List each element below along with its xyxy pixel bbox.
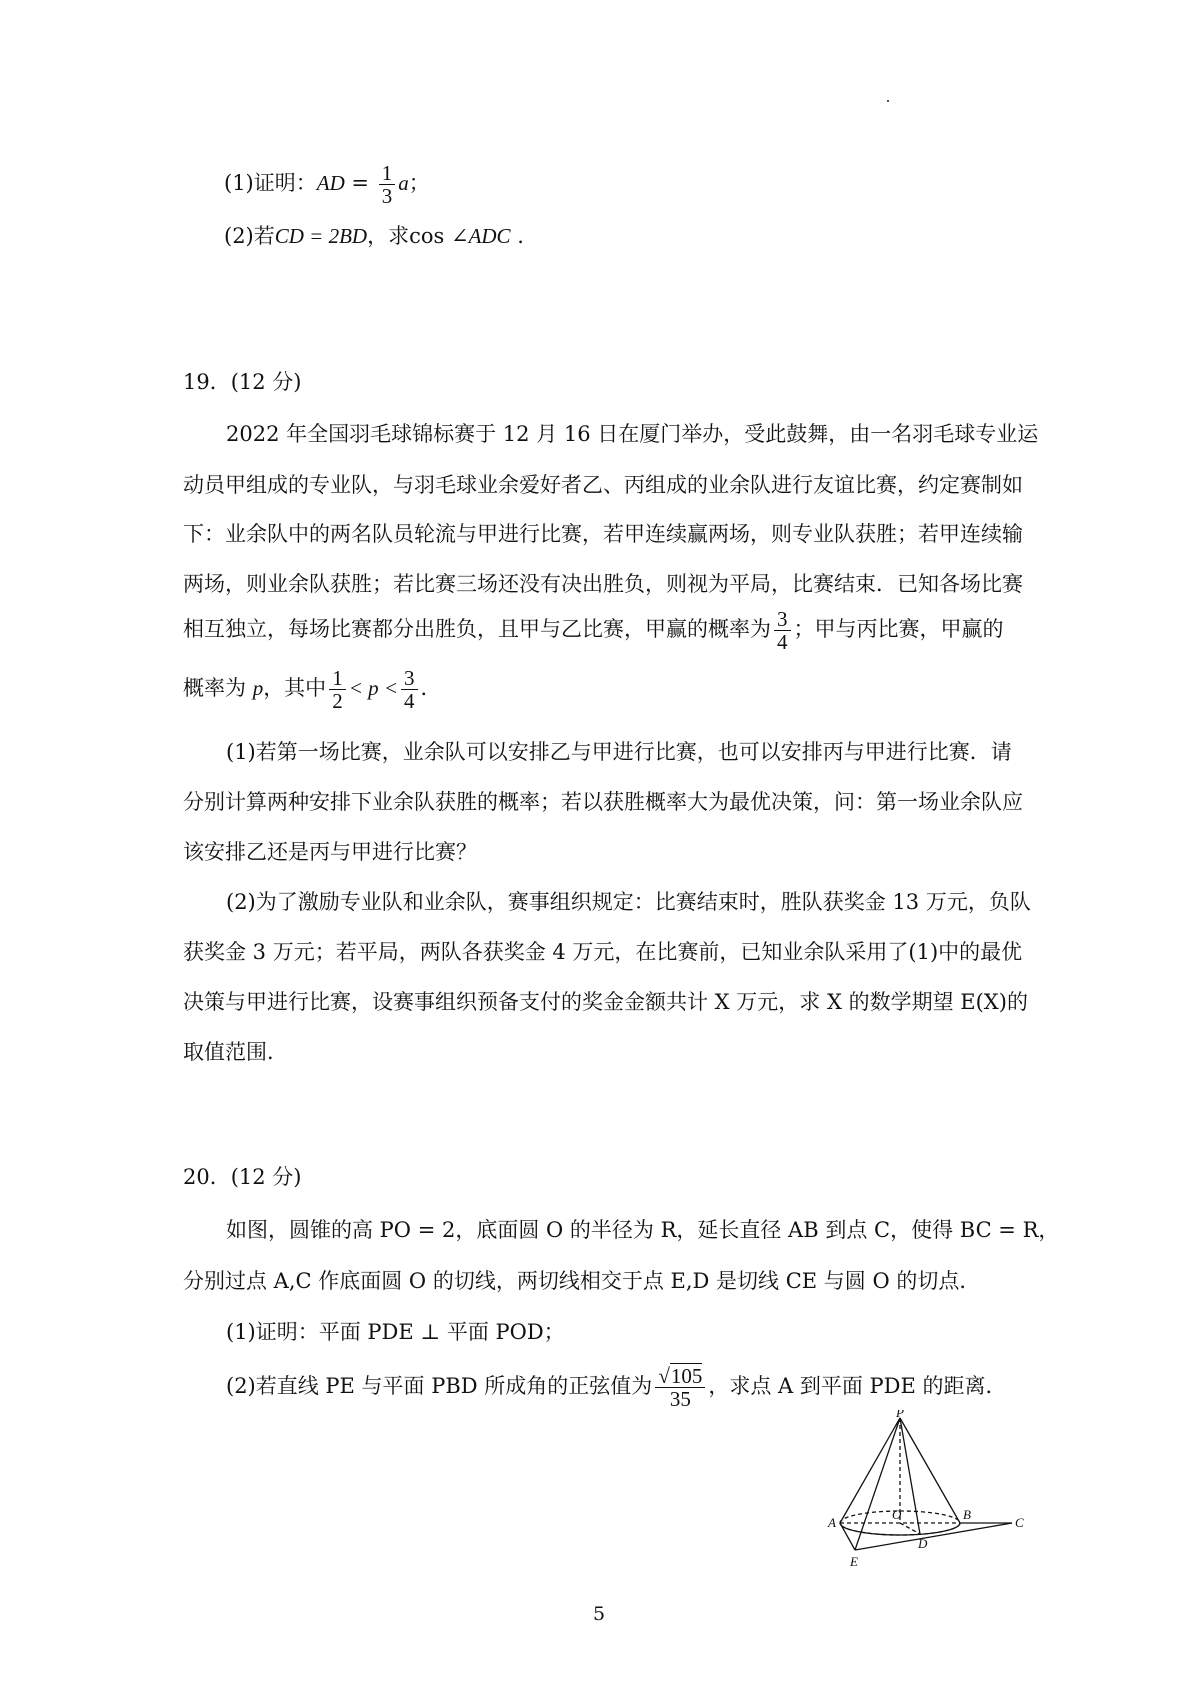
tangent-ae bbox=[840, 1523, 855, 1550]
label-p: P bbox=[896, 1410, 904, 1420]
base-circle-front bbox=[840, 1523, 960, 1535]
q19-line: 下：业余队中的两名队员轮流与甲进行比赛，若甲连续赢两场，则专业队获胜；若甲连续输 bbox=[183, 522, 1023, 546]
q20-line: 如图，圆锥的高 PO = 2，底面圆 O 的半径为 R，延长直径 AB 到点 C，使得 BC = R， bbox=[226, 1218, 1060, 1242]
label-o: O bbox=[892, 1507, 902, 1522]
q19-line: 2022 年全国羽毛球锦标赛于 12 月 16 日在厦门举办，受此鼓舞，由一名羽毛球专业运 bbox=[226, 422, 1039, 446]
tangent-ec bbox=[855, 1523, 1012, 1550]
fraction-sqrt105-over-35: $\frac{√105}{35}$ bbox=[655, 1365, 705, 1410]
q19-line: 两场，则业余队获胜；若比赛三场还没有决出胜负，则视为平局，比赛结束．已知各场比赛 bbox=[183, 572, 1023, 596]
q19-sub2-line: 取值范围． bbox=[183, 1040, 288, 1064]
page-number: 5 bbox=[593, 1603, 606, 1625]
q19-sub1-line: 分别计算两种安排下业余队获胜的概率；若以获胜概率大为最优决策，问：第一场业余队应 bbox=[183, 790, 1023, 814]
q19-sub1-line: 该安排乙还是丙与甲进行比赛？ bbox=[183, 840, 477, 864]
label-b: B bbox=[963, 1507, 971, 1522]
q19-line: 动员甲组成的专业队，与羽毛球业余爱好者乙、丙组成的业余队进行友谊比赛，约定赛制如 bbox=[183, 473, 1023, 497]
fraction-three-quarters: $\frac{3}{4}$ bbox=[774, 608, 791, 653]
q19-header: 19．(12 分) bbox=[183, 370, 302, 394]
q19-sub2-line: 获奖金 3 万元；若平局，两队各获奖金 4 万元，在比赛前，已知业余队采用了(1)中的最优 bbox=[183, 940, 1023, 964]
fraction-one-third: $\frac{1}{3}$ bbox=[379, 162, 396, 207]
q19-line-with-fraction: 相互独立，每场比赛都分出胜负，且甲与乙比赛，甲赢的概率为 $\frac{3}{4}$ ；甲与丙比赛，甲赢的 bbox=[183, 607, 1004, 654]
q20-sub1: (1)证明：平面 PDE ⊥ 平面 POD； bbox=[226, 1320, 565, 1344]
q18-part1: (1)证明：AD = $\frac{1}{3}$ a； bbox=[224, 161, 430, 208]
q19-sub2-line: (2)为了激励专业队和业余队，赛事组织规定：比赛结束时，胜队获奖金 13 万元，负队 bbox=[226, 890, 1031, 914]
label-d: D bbox=[918, 1536, 928, 1551]
label-e: E bbox=[850, 1554, 858, 1569]
label-a: A bbox=[828, 1515, 836, 1530]
q20-sub2: (2)若直线 PE 与平面 PBD 所成角的正弦值为 $\frac{√105}{35}$ ，求点 A 到平面 PDE 的距离． bbox=[226, 1364, 1007, 1411]
q19-line-with-inequality: 概率为 p，其中 $\frac{1}{2}$ < p < $\frac{3}{4}$ ． bbox=[183, 666, 442, 713]
q20-header: 20．(12 分) bbox=[183, 1165, 302, 1189]
fraction-one-half: $\frac{1}{2}$ bbox=[329, 667, 346, 712]
q18-part2: (2)若CD = 2BD，求cos ∠ADC . bbox=[224, 224, 524, 248]
q19-sub2-line: 决策与甲进行比赛，设赛事组织预备支付的奖金金额共计 X 万元，求 X 的数学期望 E(X)的 bbox=[183, 990, 1028, 1014]
q19-sub1-line: (1)若第一场比赛，业余队可以安排乙与甲进行比赛，也可以安排丙与甲进行比赛．请 bbox=[226, 740, 1012, 764]
q20-line: 分别过点 A,C 作底面圆 O 的切线，两切线相交于点 E,D 是切线 CE 与圆 O 的切点． bbox=[183, 1269, 981, 1293]
scan-speck bbox=[887, 100, 889, 102]
radius-od bbox=[900, 1523, 920, 1534]
fraction-three-quarters: $\frac{3}{4}$ bbox=[401, 667, 418, 712]
label-c: C bbox=[1015, 1515, 1024, 1530]
cone-figure bbox=[820, 1410, 1030, 1570]
